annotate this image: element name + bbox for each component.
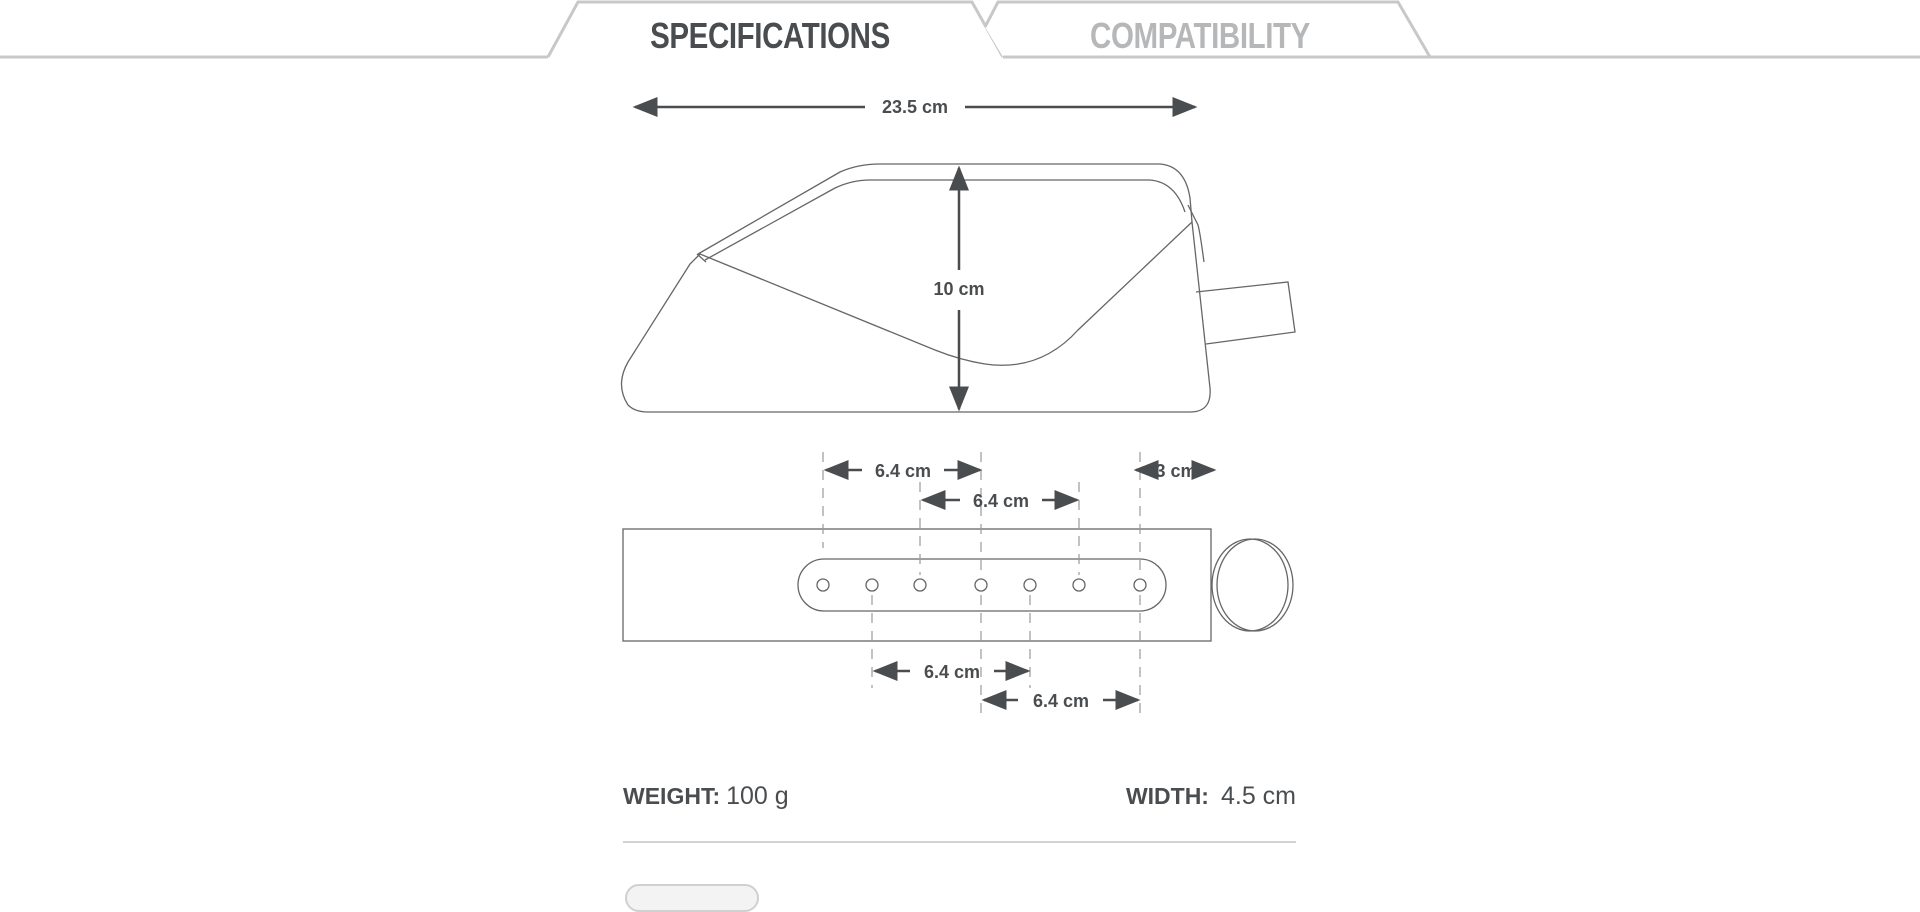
spacing-bottom-2-label: 6.4 cm bbox=[1032, 691, 1090, 711]
spacing-top-1-label: 6.4 cm bbox=[874, 461, 932, 481]
width-label: WIDTH: bbox=[1125, 783, 1209, 809]
length-label: 23.5 cm bbox=[881, 97, 949, 117]
width-spec bbox=[1126, 780, 1296, 812]
length-dimension bbox=[635, 97, 1195, 117]
spec-divider bbox=[623, 841, 1296, 843]
bolt-hole bbox=[914, 579, 926, 591]
spacing-bottom-1-label: 6.4 cm bbox=[923, 662, 981, 682]
height-label: 10 cm bbox=[933, 279, 985, 299]
tab-compatibility[interactable]: COMPATIBILITY bbox=[1090, 15, 1310, 56]
bolt-hole bbox=[817, 579, 829, 591]
bolt-hole bbox=[1024, 579, 1036, 591]
bolt-hole bbox=[975, 579, 987, 591]
tab-specifications[interactable]: SPECIFICATIONS bbox=[650, 15, 890, 56]
bottom-button-partial[interactable] bbox=[625, 884, 759, 912]
bolt-hole bbox=[866, 579, 878, 591]
bolt-hole bbox=[1134, 579, 1146, 591]
weight-label: WEIGHT: bbox=[623, 783, 721, 809]
spacing-top-3-label: 3 cm bbox=[1155, 461, 1197, 481]
spacing-top-2-label: 6.4 cm bbox=[972, 491, 1030, 511]
bolt-hole bbox=[1073, 579, 1085, 591]
weight-spec bbox=[623, 780, 789, 812]
bag-top-view bbox=[623, 529, 1293, 641]
width-value: 4.5 cm bbox=[1220, 782, 1296, 810]
weight-value: 100 g bbox=[726, 782, 789, 810]
